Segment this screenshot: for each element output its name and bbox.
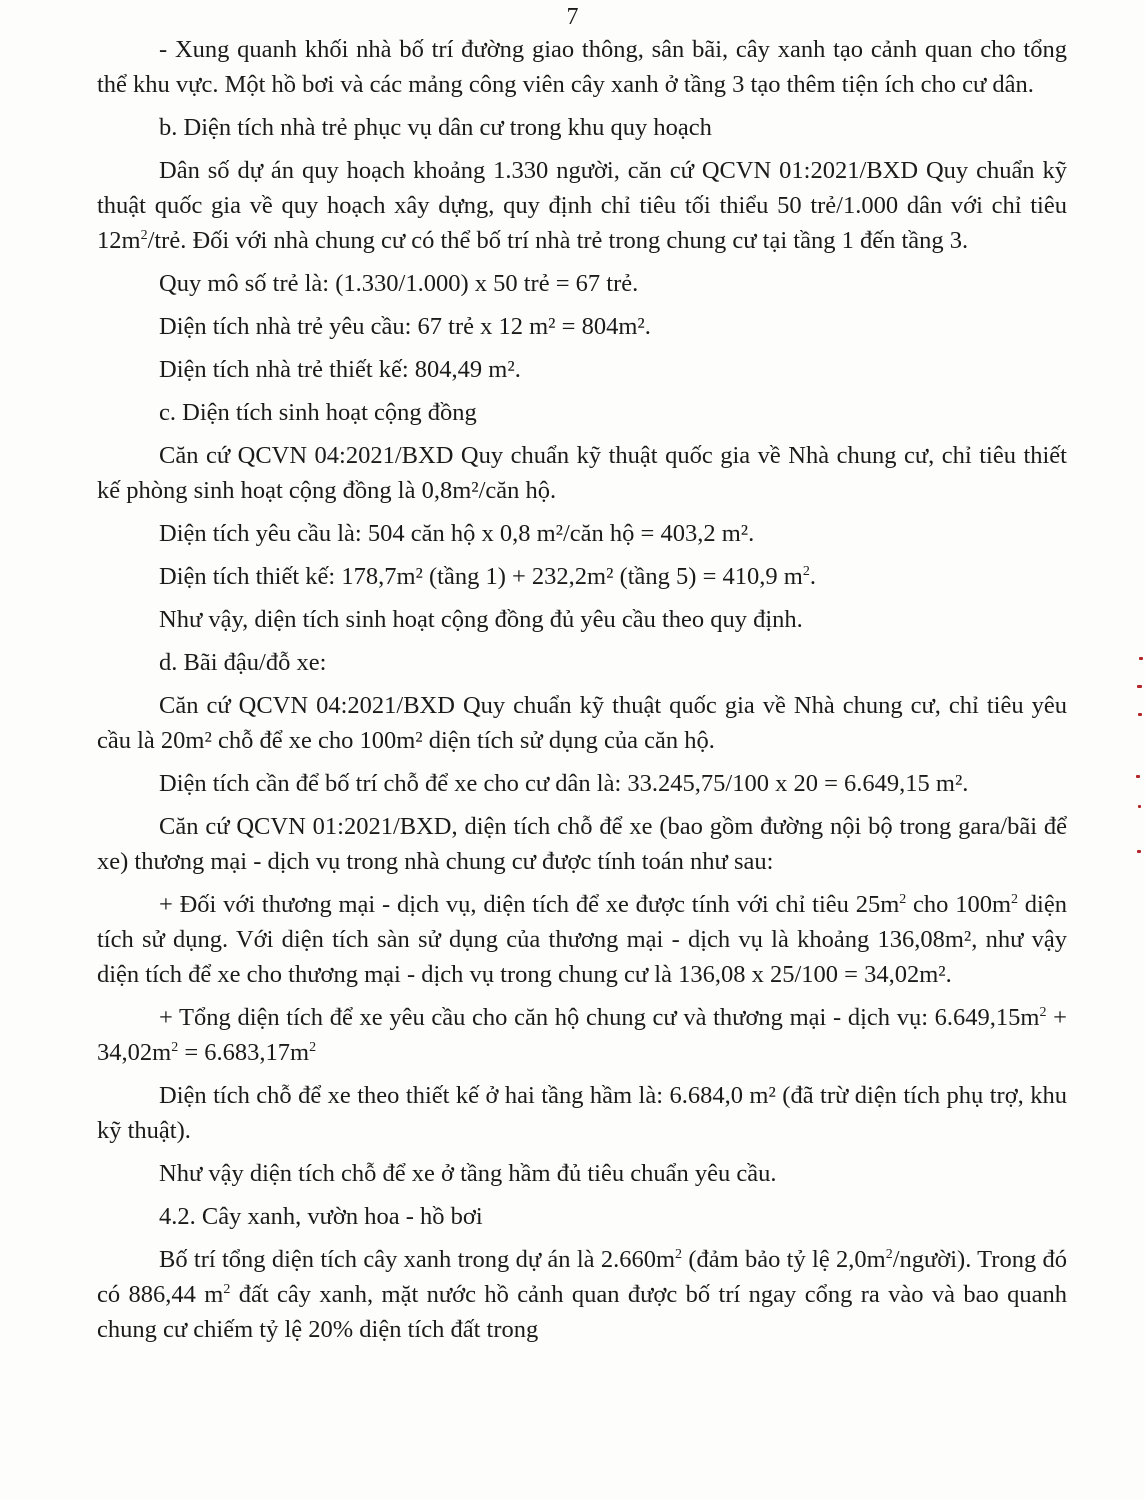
paragraph: Căn cứ QCVN 04:2021/BXD Quy chuẩn kỹ thuật quốc gia về Nhà chung cư, chỉ tiêu yêu cầu là 20m² chỗ để xe cho 100m² diện tích sử dụng của căn hộ. <box>97 692 1067 754</box>
paragraph: Căn cứ QCVN 04:2021/BXD Quy chuẩn kỹ thuật quốc gia về Nhà chung cư, chỉ tiêu thiết kế phòng sinh hoạt cộng đồng là 0,8m²/căn hộ. <box>97 442 1067 504</box>
document-body <box>97 32 1067 1355</box>
paragraph: Quy mô số trẻ là: (1.330/1.000) x 50 trẻ = 67 trẻ. <box>159 270 639 297</box>
paragraph: Dân số dự án quy hoạch khoảng 1.330 người, căn cứ QCVN 01:2021/BXD Quy chuẩn kỹ thuật quốc gia về quy hoạch xây dựng, quy định chỉ tiêu tối thiểu 50 trẻ/1.000 dân với chỉ tiêu $12m^2$/trẻ. Đối với nhà chung cư có thể bố trí nhà trẻ trong chung cư tại tầng 1 đến tầng 3. <box>97 157 1067 254</box>
paragraph: Bố trí tổng diện tích cây xanh trong dự án là $2.660m^2$ (đảm bảo tỷ lệ $2,0m^2/người$). Trong đó có 886,44 $m^2$ đất cây xanh, mặt nước hồ cảnh quan được bố trí ngay cổng ra vào và bao quanh chung cư chiếm tỷ lệ 20% diện tích đất trong <box>97 1246 1067 1343</box>
paragraph: c. Diện tích sinh hoạt cộng đồng <box>159 399 477 426</box>
paragraph: Diện tích nhà trẻ thiết kế: 804,49 m². <box>159 356 521 383</box>
paragraph: b. Diện tích nhà trẻ phục vụ dân cư trong khu quy hoạch <box>159 114 712 141</box>
paragraph: Căn cứ QCVN 01:2021/BXD, diện tích chỗ để xe (bao gồm đường nội bộ trong gara/bãi để xe) thương mại - dịch vụ trong nhà chung cư được tính toán như sau: <box>97 813 1067 875</box>
page-number: 7 <box>566 4 579 30</box>
paragraph: Như vậy, diện tích sinh hoạt cộng đồng đủ yêu cầu theo quy định. <box>159 606 803 633</box>
paragraph: Diện tích chỗ để xe theo thiết kế ở hai tầng hầm là: 6.684,0 m² (đã trừ diện tích phụ trợ, khu kỹ thuật). <box>97 1082 1067 1144</box>
paragraph: d. Bãi đậu/đỗ xe: <box>159 649 327 676</box>
scan-edge-marks <box>1132 655 1145 875</box>
paragraph: - Xung quanh khối nhà bố trí đường giao thông, sân bãi, cây xanh tạo cảnh quan cho tổng thể khu vực. Một hồ bơi và các mảng công viên cây xanh ở tầng 3 tạo thêm tiện ích cho cư dân. <box>97 36 1067 98</box>
paragraph: + Đối với thương mại - dịch vụ, diện tích để xe được tính với chỉ tiêu $25m^2$ cho $100m^2$ diện tích sử dụng. Với diện tích sàn sử dụng của thương mại - dịch vụ là khoảng 136,08m², như vậy diện tích để xe cho thương mại - dịch vụ trong chung cư là 136,08 x 25/100 = 34,02m². <box>97 891 1067 988</box>
paragraph: Diện tích thiết kế: 178,7m² (tầng 1) + 232,2m² (tầng 5) = 410,9 $m^2$. <box>159 563 816 590</box>
paragraph: Diện tích nhà trẻ yêu cầu: 67 trẻ x 12 m² = 804m². <box>159 313 651 340</box>
paragraph: Diện tích cần để bố trí chỗ để xe cho cư dân là: 33.245,75/100 x 20 = 6.649,15 m². <box>159 770 969 797</box>
paragraph: Diện tích yêu cầu là: 504 căn hộ x 0,8 m²/căn hộ = 403,2 m². <box>159 520 755 547</box>
paragraph: 4.2. Cây xanh, vườn hoa - hồ bơi <box>159 1203 483 1230</box>
paragraph: Như vậy diện tích chỗ để xe ở tầng hầm đủ tiêu chuẩn yêu cầu. <box>159 1160 777 1187</box>
paragraph: + Tổng diện tích để xe yêu cầu cho căn hộ chung cư và thương mại - dịch vụ: $6.649,15m^2 + 34,02m^2 = 6.683,17m^2$ <box>97 1004 1067 1066</box>
